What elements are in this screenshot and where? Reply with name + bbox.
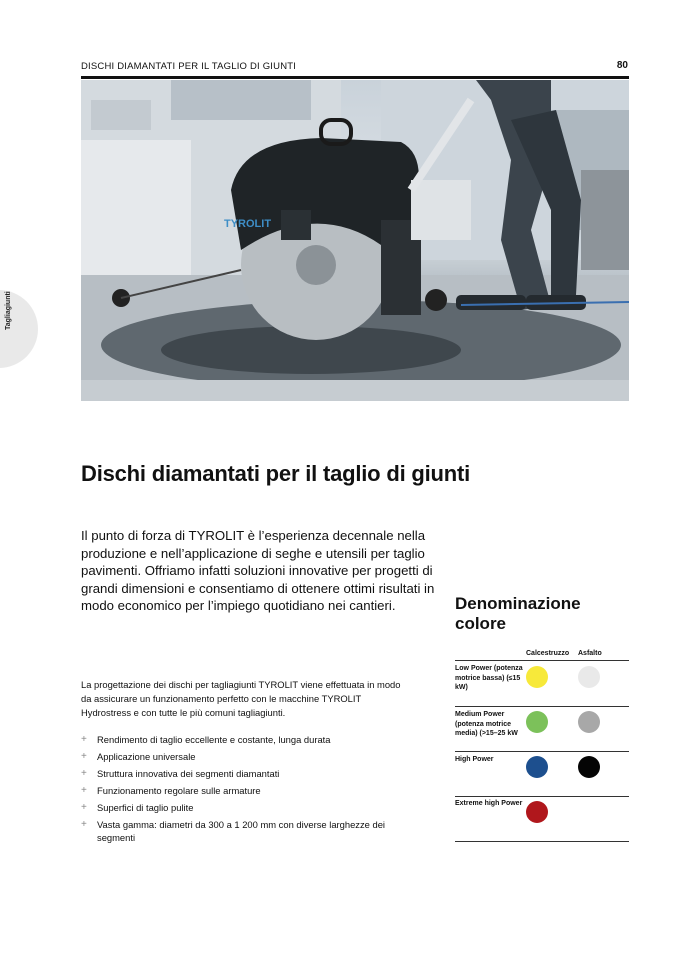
plus-icon: + — [81, 785, 87, 796]
hero-photo — [81, 80, 629, 401]
list-item: + Funzionamento regolare sulle armature — [81, 785, 261, 796]
intro-paragraph: Il punto di forza di TYROLIT è l’esperienza decennale nella produzione e nell’applicazione di seghe e utensili per taglio pavimenti. Offriamo infatti soluzioni innovative per progetti di grandi dimensioni e consentiamo di ottenere ottimi risultati in modo economico per l’impiego quotidiano nei cantieri. — [81, 528, 435, 614]
color-swatch-low-calcestruzzo — [526, 666, 548, 688]
header-title: DISCHI DIAMANTATI PER IL TAGLIO DI GIUNTI — [81, 61, 297, 72]
table-rule — [455, 841, 629, 842]
column-header-calcestruzzo: Calcestruzzo — [526, 650, 570, 657]
plus-icon: + — [81, 734, 87, 745]
color-swatch-high-calcestruzzo — [526, 756, 548, 778]
list-item: + Struttura innovativa dei segmenti diamantati — [81, 768, 280, 779]
list-item: + Applicazione universale — [81, 751, 196, 762]
page-number: 80 — [616, 60, 628, 71]
column-header-asfalto: Asfalto — [578, 650, 602, 657]
color-table-title — [455, 594, 635, 634]
list-item: + Vasta gamma: diametri da 300 a 1 200 mm con diverse larghezze dei segmenti — [81, 819, 385, 844]
plus-icon: + — [81, 768, 87, 779]
feature-list — [81, 733, 411, 848]
row-label-low-power: Low Power (potenza motrice bassa) (≤15 kW) — [455, 665, 523, 691]
table-rule — [455, 796, 629, 797]
color-title-line2: colore — [455, 614, 507, 633]
color-swatch-medium-calcestruzzo — [526, 711, 548, 733]
list-item: + Rendimento di taglio eccellente e costante, lunga durata — [81, 734, 331, 745]
page-title: Dischi diamantati per il taglio di giunti — [81, 461, 471, 486]
table-rule — [455, 706, 629, 707]
color-title-line1: Denominazione — [455, 594, 581, 613]
header-rule — [81, 76, 629, 79]
list-item: + Superfici di taglio pulite — [81, 802, 194, 813]
plus-icon: + — [81, 819, 87, 830]
table-rule — [455, 751, 629, 752]
color-swatch-high-asfalto — [578, 756, 600, 778]
color-swatch-medium-asfalto — [578, 711, 600, 733]
row-label-medium-power: Medium Power (potenza motrice media) (>15–25 kW — [455, 711, 518, 737]
table-rule — [455, 660, 629, 661]
row-label-high-power: High Power — [455, 756, 494, 763]
floor-saw-image — [81, 80, 629, 401]
plus-icon: + — [81, 751, 87, 762]
side-tab-label: Tagliagiunti — [5, 291, 12, 330]
color-swatch-low-asfalto — [578, 666, 600, 688]
tyrolit-logo-text: TYROLIT — [224, 218, 272, 230]
color-swatch-extreme-calcestruzzo — [526, 801, 548, 823]
body-paragraph: La progettazione dei dischi per tagliagiunti TYROLIT viene effettuata in modo da assicurare un funzionamento perfetto con le macchine TYROLIT Hydrostress e con tutte le più comuni tagliagiunti. — [81, 679, 401, 718]
row-label-extreme-power: Extreme high Power — [455, 800, 523, 807]
plus-icon: + — [81, 802, 87, 813]
